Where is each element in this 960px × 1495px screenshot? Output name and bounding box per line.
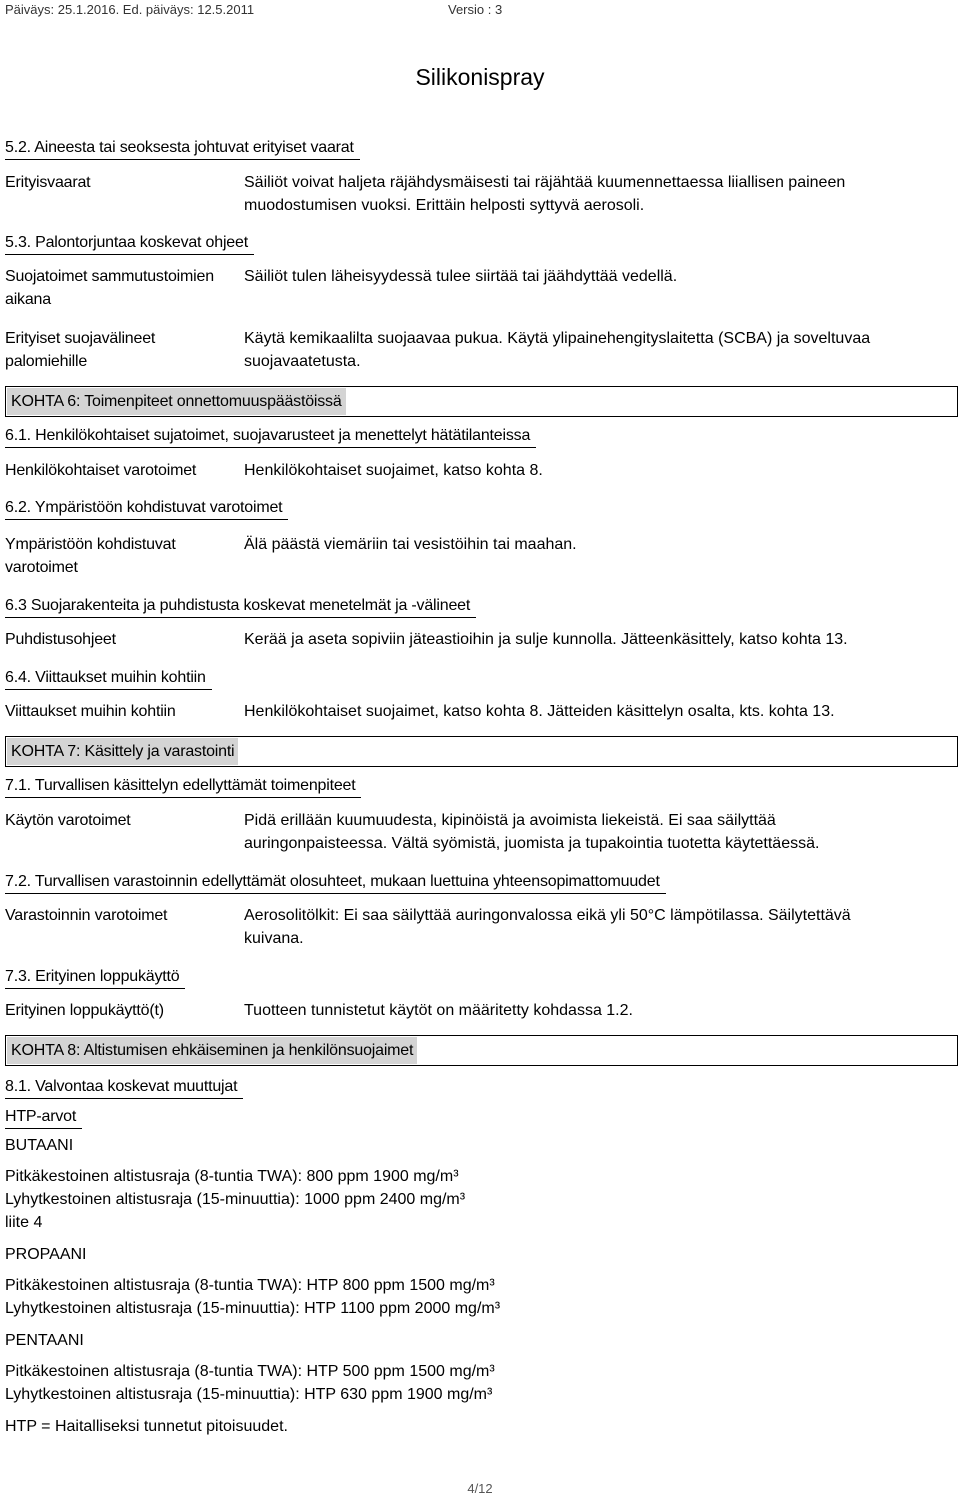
substance-name-propaani: PROPAANI — [5, 1246, 87, 1263]
subsection-heading-6-3: 6.3 Suojarakenteita ja puhdistusta koskevat menetelmät ja -välineet — [5, 597, 476, 618]
field-value-suojatoimet: Säiliöt tulen läheisyydessä tulee siirtää tai jäähdyttää vedellä. — [244, 268, 678, 285]
page-number: 4/12 — [467, 1481, 493, 1495]
field-value-erityisvaarat-line1: Säiliöt voivat haljeta räjähdysmäisesti tai räjähtää kuumennettaessa liiallisen paineen — [244, 174, 846, 191]
field-value-ymparisto: Älä päästä viemäriin tai vesistöihin tai maahan. — [244, 536, 577, 553]
field-label-ymparisto-line2: varotoimet — [5, 559, 78, 576]
section-title-kohta-6: KOHTA 6: Toimenpiteet onnettomuuspäästöissä — [7, 388, 346, 415]
field-value-kayton-varotoimet-line2: auringonpaisteessa. Vältä syömistä, juomista ja tupakointia tuotetta käytettäessä. — [244, 835, 820, 852]
subsection-heading-8-1: 8.1. Valvontaa koskevat muuttujat — [5, 1078, 243, 1099]
field-value-henkilokohtaiset-varotoimet: Henkilökohtaiset suojaimet, katso kohta 8. — [244, 462, 543, 479]
exposure-limit-line: Lyhytkestoinen altistusraja (15-minuuttia): HTP 630 ppm 1900 mg/m³ — [5, 1386, 493, 1403]
exposure-limit-line: Pitkäkestoinen altistusraja (8-tuntia TWA): 800 ppm 1900 mg/m³ — [5, 1168, 459, 1185]
subsection-heading-7-3: 7.3. Erityinen loppukäyttö — [5, 968, 185, 989]
section-title-kohta-8: KOHTA 8: Altistumisen ehkäiseminen ja henkilönsuojaimet — [7, 1037, 417, 1064]
subsection-heading-6-1: 6.1. Henkilökohtaiset sujatoimet, suojavarusteet ja menettelyt hätätilanteissa — [5, 427, 536, 448]
subsection-heading-6-4: 6.4. Viittaukset muihin kohtiin — [5, 669, 212, 690]
field-value-varastoinnin-varotoimet-line2: kuivana. — [244, 930, 304, 947]
document-dates: Päiväys: 25.1.2016. Ed. päiväys: 12.5.2011 — [5, 2, 255, 17]
field-value-kayton-varotoimet-line1: Pidä erillään kuumuudesta, kipinöistä ja avoimista liekeistä. Ei saa säilyttää — [244, 812, 776, 829]
subsection-heading-6-2: 6.2. Ympäristöön kohdistuvat varotoimet — [5, 499, 288, 520]
subsection-heading-5-3: 5.3. Palontorjuntaa koskevat ohjeet — [5, 234, 254, 255]
exposure-limit-line: Lyhytkestoinen altistusraja (15-minuuttia): 1000 ppm 2400 mg/m³ — [5, 1191, 466, 1208]
exposure-limit-line: Lyhytkestoinen altistusraja (15-minuuttia): HTP 1100 ppm 2000 mg/m³ — [5, 1300, 501, 1317]
field-value-erityisvaarat-line2: muodostumisen vuoksi. Erittäin helposti syttyvä aerosoli. — [244, 197, 645, 214]
field-value-suojavalineet-line2: suojavaatetusta. — [244, 353, 361, 370]
section-band-kohta-6 — [5, 386, 958, 417]
field-value-puhdistusohjeet: Kerää ja aseta sopiviin jäteastioihin ja sulje kunnolla. Jätteenkäsittely, katso kohta 13. — [244, 631, 848, 648]
field-value-suojavalineet-line1: Käytä kemikaalilta suojaavaa pukua. Käytä ylipainehengityslaitetta (SCBA) ja soveltuvaa — [244, 330, 871, 347]
subsection-heading-7-1: 7.1. Turvallisen käsittelyn edellyttämät toimenpiteet — [5, 777, 361, 798]
htp-definition-note: HTP = Haitalliseksi tunnetut pitoisuudet. — [5, 1418, 288, 1435]
section-title-kohta-7: KOHTA 7: Käsittely ja varastointi — [7, 738, 238, 765]
section-band-kohta-7 — [5, 736, 958, 767]
page-title: Silikonispray — [415, 64, 545, 90]
field-label-varastoinnin-varotoimet: Varastoinnin varotoimet — [5, 907, 168, 924]
exposure-limit-line: Pitkäkestoinen altistusraja (8-tuntia TWA): HTP 500 ppm 1500 mg/m³ — [5, 1363, 495, 1380]
field-value-erityinen-loppukaytto: Tuotteen tunnistetut käytöt on määritetty kohdassa 1.2. — [244, 1002, 633, 1019]
field-label-puhdistusohjeet: Puhdistusohjeet — [5, 631, 116, 648]
substance-name-pentaani: PENTAANI — [5, 1332, 84, 1349]
field-label-suojavalineet-line2: palomiehille — [5, 353, 88, 370]
exposure-limit-note: liite 4 — [5, 1214, 43, 1231]
field-label-viittaukset: Viittaukset muihin kohtiin — [5, 703, 176, 720]
field-label-erityinen-loppukaytto: Erityinen loppukäyttö(t) — [5, 1002, 164, 1019]
exposure-limit-line: Pitkäkestoinen altistusraja (8-tuntia TWA): HTP 800 ppm 1500 mg/m³ — [5, 1277, 495, 1294]
htp-arvot-heading: HTP-arvot — [5, 1108, 82, 1129]
field-label-erityisvaarat: Erityisvaarat — [5, 174, 91, 191]
subsection-heading-5-2: 5.2. Aineesta tai seoksesta johtuvat erityiset vaarat — [5, 139, 360, 160]
substance-name-butaani: BUTAANI — [5, 1137, 74, 1154]
field-label-henkilokohtaiset-varotoimet: Henkilökohtaiset varotoimet — [5, 462, 197, 479]
field-value-varastoinnin-varotoimet-line1: Aerosolitölkit: Ei saa säilyttää auringonvalossa eikä yli 50°C lämpötilassa. Säilytettävä — [244, 907, 851, 924]
section-band-kohta-8 — [5, 1035, 958, 1066]
field-label-suojatoimet-line2: aikana — [5, 291, 51, 308]
field-label-suojavalineet-line1: Erityiset suojavälineet — [5, 330, 156, 347]
field-value-viittaukset: Henkilökohtaiset suojaimet, katso kohta 8. Jätteiden käsittelyn osalta, kts. kohta 13. — [244, 703, 835, 720]
field-label-ymparisto-line1: Ympäristöön kohdistuvat — [5, 536, 176, 553]
field-label-kayton-varotoimet: Käytön varotoimet — [5, 812, 131, 829]
subsection-heading-7-2: 7.2. Turvallisen varastoinnin edellyttämät olosuhteet, mukaan luettuina yhteensopimattomuudet — [5, 873, 666, 894]
field-label-suojatoimet-line1: Suojatoimet sammutustoimien — [5, 268, 214, 285]
version-label: Versio : 3 — [448, 2, 503, 17]
